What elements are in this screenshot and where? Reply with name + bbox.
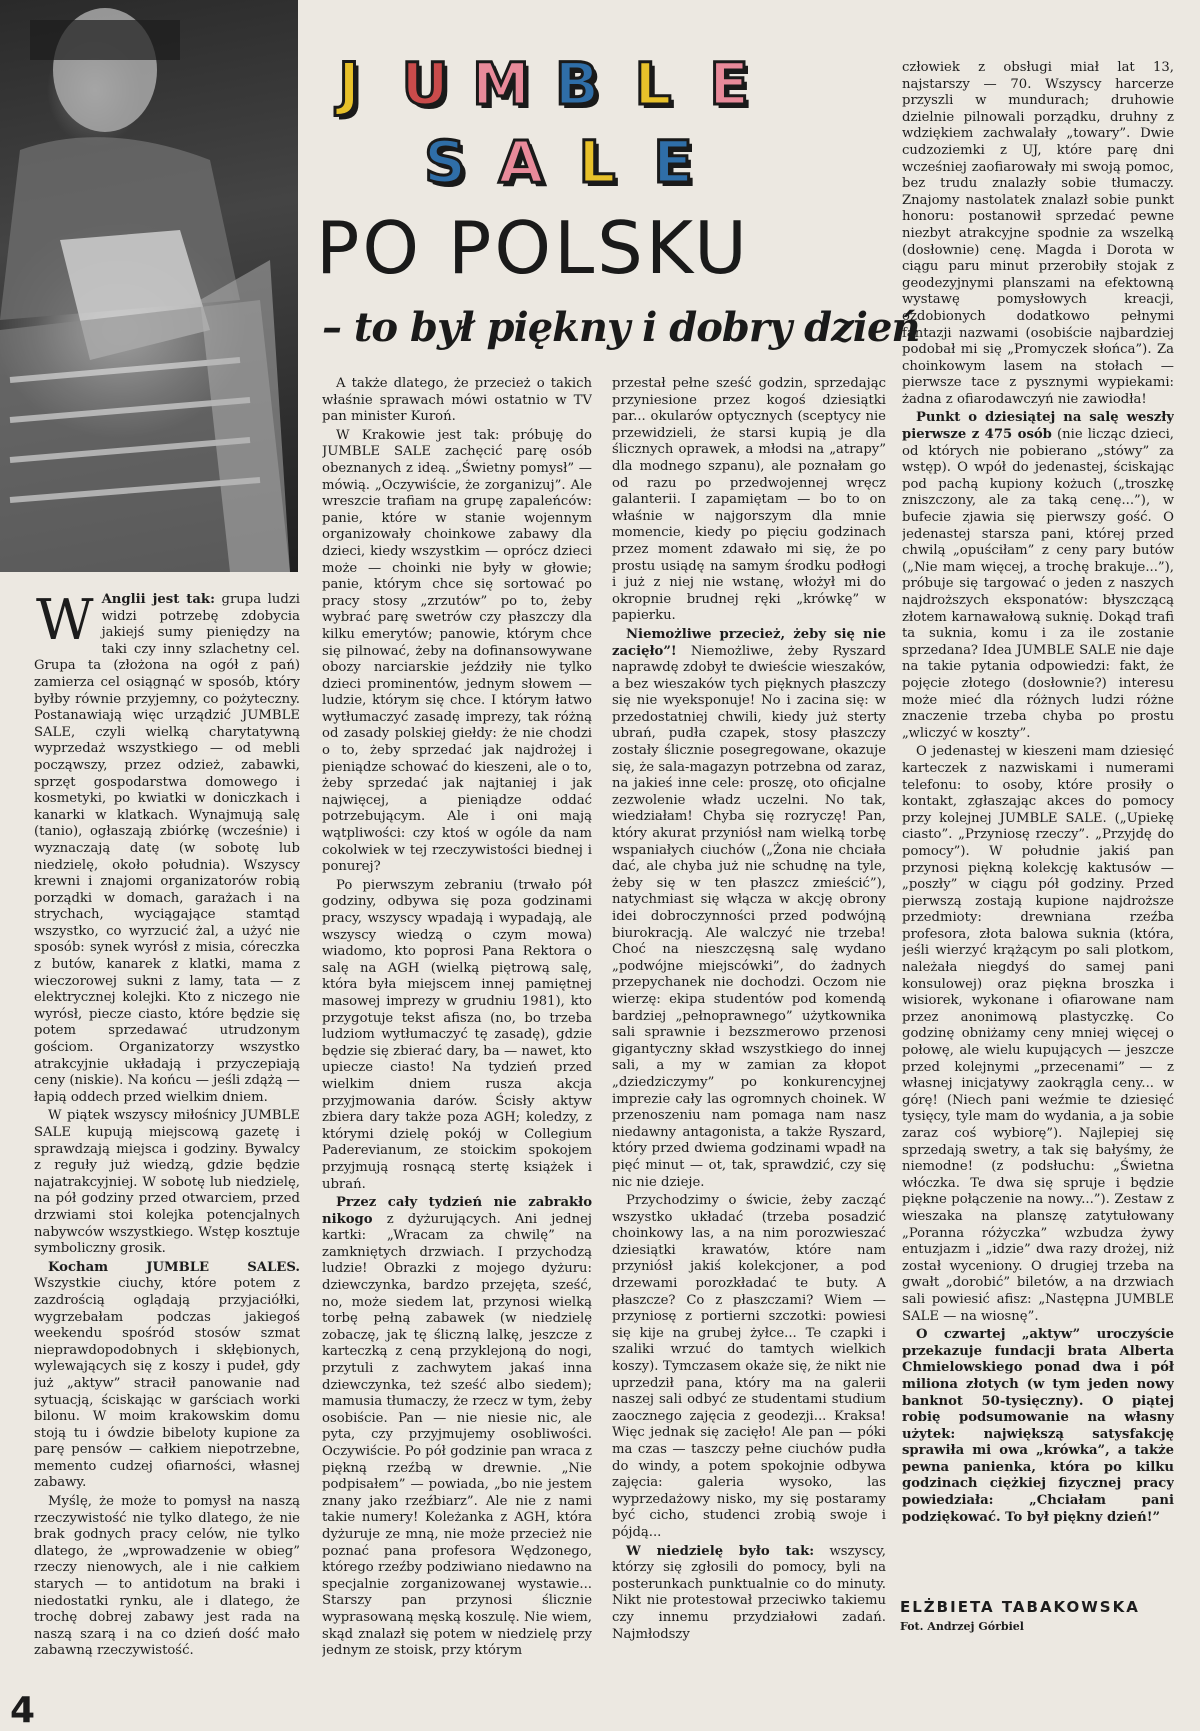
- paragraph-text: grupa ludzi widzi potrzebę zdobycia jakiejś sumy pieniędzy na taki czy inny szlachetny cel. Grupa ta (złożona na ogół z pań) zamierza cel osiągnąć w sposób, który byłby równie przyjemny, co pożyteczny. Postanawiają więc urządzić JUMBLE SALE, czyli wielką charytatywną wyprzedaż wszystkiego — od mebli począwszy, przez odzież, zabawki, sprzęt gospodarstwa domowego i kosmetyki, po kwiatki w doniczkach i kanarki w klatkach. Wynajmują salę (tanio), ogłaszają zbiórkę (wcześnie) i wyznaczają datę (w sobotę lub niedzielę, około południa). Wszyscy krewni i znajomi organizatorów robią porządki w domach, garażach i na strychach, wyciągające stamtąd wszystko, co wyrzucić żal, a użyć nie sposób: synek wyrósł z misia, córeczka z butów, kanarek z klatki, mama z wieczorowej sukni z lamy, tata — z elektrycznej kolejki. Kto z niczego nie wyrósł, piecze ciasto, które będzie się potem sprzedawać utrudzonym gościom. Organizatorzy wszystko atrakcyjnie układają i przyczepiają ceny (niskie). Na końcu — jeśli zdążą — łapią oddech przed wielkim dniem.: [34, 592, 300, 1105]
- title-letter: B: [554, 50, 600, 118]
- subhead: – to był piękny i dobry dzień: [322, 304, 920, 351]
- title-letter: E: [709, 50, 749, 118]
- jumble-letters: [318, 52, 760, 116]
- lead-in: Anglii jest tak:: [101, 592, 215, 607]
- lead-in: Niemożliwe przecież, żeby się nie zacięło”!: [612, 626, 886, 659]
- lead-in: Kocham JUMBLE SALES.: [48, 1259, 300, 1275]
- paragraph: Po pierwszym zebraniu (trwało pół godziny, odbywa się poza godzinami pracy, wszyscy wpadają i wypadają, ale wszyscy wiedzą o czym mowa) wiadomo, kto poprosi Pana Rektora o salę na AGH (wielką piętrową salę, która była miejscem innej pamiętnej masowej imprezy w grudniu 1981), kto przygotuje tekst afisza (no, bo trzeba ludziom wytłumaczyć tę zasadę), gdzie będzie się zbierać dary, ba — nawet, kto upiecze ciasto! Na tydzień przed wielkim dniem rusza akcja przyjmowania darów. Ścisły aktyw zbiera dary także poza AGH; koledzy, z którymi dzielę pokój w Collegium Paderevianum, ze stoickim spokojem przyjmują rosnącą stertę książek i ubrań.: [322, 877, 592, 1192]
- paragraph: [612, 627, 886, 1191]
- paragraph: A także dlatego, że przecież o takich właśnie sprawach mówi ostatnio w TV pan minister Kuroń.: [322, 376, 592, 425]
- column-3: [612, 376, 886, 1706]
- title-letter: M: [472, 50, 530, 118]
- paragraph: [902, 1327, 1174, 1526]
- column-2: [322, 376, 592, 1706]
- paragraph: człowiek z obsługi miał lat 13, najstarszy — 70. Wszyscy harcerze przyszli w mundurach; druhowie dzielnie pilnowali porządku, druhny z wdziękiem zachwalały „towary”. Dwie cudzoziemki z UJ, które parę dni wcześniej zaofiarowały mi swoją pomoc, bez trudu znalazły sobie tłumaczy. Znajomy nastolatek znalazł sobie punkt honoru: postanowił sprzedać pewne niezbyt atrakcyjne spodnie za wszelką (dosłownie) cenę. Magda i Dorota w ciągu paru minut przerobiły stojak z geodezyjnymi planszami na efektowną wystawę pomysłowych kreacji, ozdobionych dodatkowo pełnymi fantazji nazwami (osobiście najbardziej podobał mi się „Promyczek słońca”). Za choinkowym lasem na stołach — pierwsze tace z pysznymi wypiekami: żadna z ofiarodawczyń nie zawiodła!: [902, 60, 1174, 407]
- paragraph: [34, 592, 300, 1106]
- column-4: [902, 60, 1174, 1590]
- paragraph-text: Wszystkie ciuchy, które potem z zazdrością oglądają przyjaciółki, wygrzebałam podczas jakiegoś weekendu spośród stosów szmat nieprawdopodobnych i skłębionych, wylewających się z koszy i pudeł, gdy już „aktyw” stracił panowanie nad sytuacją, ściskając w garściach worki bilonu. W moim krakowskim domu stoją tu i ówdzie bibeloty kupione za parę pensów — całkiem niepotrzebne, memento cudzej ofiarności, własnej zabawy.: [34, 1276, 300, 1491]
- title-letter: S: [424, 128, 466, 196]
- lead-in: Przez cały tydzień nie zabrakło nikogo: [322, 1195, 592, 1227]
- lead-in: W niedzielę było tak:: [626, 1543, 815, 1559]
- title-letter: L: [578, 128, 616, 196]
- title-letter: U: [401, 50, 449, 118]
- paragraph: W piątek wszyscy miłośnicy JUMBLE SALE kupują miejscową gazetę i sprawdzają miejsca i godziny. Bywalcy z reguły już wiedzą, gdzie będzie najatrakcyjniej. W sobotę lub niedzielę, na pół godziny przed otwarciem, przed drzwiami stoi kolejka potencjalnych nabywców wszystkiego. Wstęp kosztuje symboliczny grosik.: [34, 1108, 300, 1257]
- sale-letters: [414, 130, 704, 194]
- photo-credit: Fot. Andrzej Górbiel: [900, 1620, 1024, 1633]
- paragraph: [902, 410, 1174, 742]
- paragraph: O jedenastej w kieszeni mam dziesięć karteczek z nazwiskami i numerami telefonu: to osoby, które prosiły o kontakt, zgłaszając akces do pomocy przy kolejnej JUMBLE SALE. („Upiekę ciasto”. „Przyniosę rzeczy”. „Przyjdę do pomocy”). W południe jakiś pan przynosi piękną kolekcję kaktusów — „poszły” w ciągu pół godziny. Przed pierwszą zostają kupione najdroższe przedmioty: drewniana rzeźba profesora, złota balowa suknia (która, jeśli wierzyć krążącym po sali plotkom, należała niegdyś do samej pani konsulowej) oraz piękna broszka i wisiorek, wykonane i ofiarowane nam przez anonimową plastyczkę. Co godzinę obniżamy ceny mniej więcej o połowę, ale wielu kupujących — jeszcze przed kolejnymi „przecenami” — z własnej inicjatywy zaokrągla ceny... w górę! (Niech pani weźmie te dziesięć tysięcy, tyle mam do wydania, a ja sobie zaraz coś wybiorę”). Najlepiej się sprzedają swetry, a tak się bałyśmy, że niemodne! (z podsłuchu: „Świetna włóczka. Te dwa się spruje i będzie piękne połączenie na nowy...”). Zestaw z wieszaka na planszę zatytułowany „Poranna różyczka” wzbudza żywy entuzjazm i „idzie” dwa razy drożej, niż został wyceniony. O drugiej trzeba na gwałt „dorobić” biletów, a na drzwiach sali powiesić afisz: „Następna JUMBLE SALE — na wiosnę”.: [902, 744, 1174, 1324]
- lead-in: Punkt o dziesiątej na salę weszły pierwsze z 475 osób: [902, 410, 1174, 443]
- paragraph-text: wszyscy, którzy się zgłosili do pomocy, byli na posterunkach punktualnie co do minuty. Nikt nie protestował przeciwko takiemu czy innemu przydziałowi zadań. Najmłodszy: [612, 1543, 886, 1642]
- page-number: 4: [10, 1690, 36, 1731]
- paragraph: [34, 1260, 300, 1492]
- column-1: [34, 592, 300, 1682]
- paragraph-text: (nie licząc dzieci, od których nie pobierano „stówy” za wstęp). O wpół do jedenastej, ściskając pod pachą kupiony kożuch („troszkę zniszczony, ale za taką cenę...”), w bufecie zjawia się pierwszy gość. O jedenastej starsza pani, której przed chwilą „opuściłam” z ceny pary butów („Nie mam więcej, a trochę brakuje...”), próbuje się targować o jeden z naszych najdroższych eksponatów: błyszczącą złotem karnawałową suknię. Dokąd trafi ta suknia, komu i za ile zostanie sprzedana? Idea JUMBLE SALE nie daje na takie pytania odpowiedzi: fakt, że pojęcie złotego (dosłownie?) interesu może mieć dla różnych ludzi różne znaczenie trzeba chyba po prostu „wliczyć w koszty”.: [902, 427, 1174, 741]
- paragraph: przestał pełne sześć godzin, sprzedając przyniesione przez kogoś dziesiątki par... okularów optycznych (sceptycy nie przewidzieli, że starsi kupią je dla ślicznych oprawek, a młodsi na „atrapy” dla modnego szpanu), ale poznałam go od razu po przedwojennej wręcz galanterii. I zapamiętam — bo to on właśnie w najgorszym dla mnie momencie, kiedy po pięciu godzinach przez moment zdawało mi się, że po prostu usiądę na samym środku podłogi i już z niej nie wstanę, włożył mi do okropnie brudnej ręki „krówkę” w papierku.: [612, 376, 886, 624]
- title-letter: A: [498, 128, 544, 196]
- photo-woman-with-books: [0, 0, 298, 572]
- paragraph: Przychodzimy o świcie, żeby zacząć wszystko układać (trzeba posadzić choinkowy las, a na nim porozwieszać dziesiątki krawatów, które nam przyniósł jakiś kolekcjoner, a pod drzewami porozkładać te buty. A płaszcze? Co z płaszczami? Wiem — przyniosę z portierni szczotki: powiesi się kije na grubej żyłce... Te czapki i szaliki wrzuć do tamtych wielkich koszy). Tymczasem okaże się, że nikt nie uprzedził pana, który ma na galerii naszej sali odbyć ze studentami studium zaocznego zajęcia z geodezji... Kraksa! Więc jednak się zacięło! Ale pan — póki ma czas — taszczy pełne ciuchów pudła do windy, a potem spokojnie odbywa zajęcia: galeria wysoko, las wyprzedażowy nisko, my się postaramy być cicho, studenci zrobią swoje i pójdą...: [612, 1193, 886, 1540]
- paragraph: Myślę, że może to pomysł na naszą rzeczywistość nie tylko dlatego, że nie brak godnych pracy celów, nie tylko dlatego, że „wprowadzenie w obieg” rzeczy nienowych, ale i nie całkiem starych — to antidotum na braki i niedostatki rynku, ale i dlatego, że trochę dobrej zabawy jest rada na naszą szarą i na co dzień dość mało zabawną rzeczywistość.: [34, 1494, 300, 1659]
- drop-cap: W: [36, 592, 94, 653]
- closing-bold-text: O czwartej „aktyw” uroczyście przekazuje fundacji brata Alberta Chmielowskiego ponad dwa i pół miliona złotych (w tym jeden nowy banknot 50-tysięczny). O piątej robię podsumowanie na własny użytek: największą satysfakcję sprawiła mi owa „krówka”, a także pewna panienka, która po kilku godzinach ciężkiej fizycznej pracy powiedziała: „Chciałam pani podziękować. To był piękny dzień!”: [902, 1327, 1174, 1525]
- paragraph: W Krakowie jest tak: próbuję do JUMBLE SALE zachęcić parę osób obeznanych z ideą. „Świetny pomysł” — mówią. „Oczywiście, że zorganizuj”. Ale wreszcie trafiam na grupę zapaleńców: panie, które w stanie wojennym organizowały choinkowe zabawy dla dzieci, kiedy wszystkim — oprócz dzieci może — choinki nie były w głowie; panie, którym chce się sortować po pracy stosy „zrzutów” po to, żeby wybrać parę swetrów czy płaszczy dla kilku emerytów; panowie, którym chce się pilnować, żeby na dofinansowywane obozy narciarskie jeździły nie tylko dzieci prominentów, jednym słowem — ludzie, którym się chce. I którym łatwo wytłumaczyć zasadę imprezy, tak różną od zasady polskiej giełdy: że nie chodzi o to, żeby sprzedać jak najdrożej i pieniądze schować do kieszeni, ale o to, żeby sprzedać jak najtaniej i jak najwięcej, a pieniądze oddać potrzebującym. Ale i oni mają wątpliwości: czy ktoś w ogóle da nam cokolwiek w tej rzeczywistości biednej i ponurej?: [322, 427, 592, 875]
- photo-illustration: [0, 0, 298, 572]
- paragraph-text: Niemożliwe, żeby Ryszard naprawdę zdobył te dwieście wieszaków, a bez wieszaków tych pięknych płaszczy się nie wyeksponuje! No i zacina się: w przedostatniej chwili, kiedy już sterty ubrań, pudła czapek, stosy płaszczy zostały ślicznie posegregowane, okazuje się, że sala-magazyn potrzebna od zaraz, na jakieś inne cele: proszę, oto oficjalne zezwolenie władz uczelni. No tak, wiedziałam! Chyba się rozryczę! Pan, który akurat przyniósł nam wielką torbę wspaniałych ciuchów („Żona nie chciała dać, ale chyba już nie schudnę na tyle, żeby się w ten płaszcz zmieścić”), natychmiast się włącza w akcję obrony idei dobroczynności przed podwójną biurokracją. Ale walczyć nie trzeba! Choć na nieszczęsną salę wydano „podwójne miejscówki”, do żadnych przepychanek nie dochodzi. Oczom nie wierzę: ekipa studentów pod komendą bardziej „pełnoprawnego” użytkownika sali sprawnie i bezszmerowo przenosi gigantyczny skład wszystkiego do innej sali, a my w zamian za kłopot „dziedziczymy” po konkurencyjnej imprezie cały las ogromnych choinek. W przenoszeniu nam pomaga nam nasz niedawny antagonista, a także Ryszard, który przed dwiema godzinami wpadł na pięć minut — ot, tak, sprawdzić, czy się nic nie dzieje.: [612, 643, 886, 1190]
- author-byline: ELŻBIETA TABAKOWSKA: [900, 1598, 1140, 1616]
- paragraph-text: z dyżurujących. Ani jednej kartki: „Wracam za chwilę” na zamkniętych drzwiach. I przychodzą ludzie! Obrazki z mojego dyżuru: dziewczynka, bardzo przejęta, sześć, no, może siedem lat, przynosi wielką torbę pełną zabawek (w niedzielę zobaczę, jak tę śliczną lalkę, jeszcze z karteczką z ceną przyklejoną do nogi, przytuli z zachwytem jakaś inna dziewczynka, też sześć albo siedem); mamusia tłumaczy, że rzecz w tym, żeby osobiście. Pan — nie niesie nic, ale pyta, czy przyjmujemy osobliwości. Oczywiście. Po pół godzinie pan wraca z piękną rzeźbą w drewnie. „Nie podpisałem” — powiada, „bo nie jestem znany jako rzeźbiarz”. Ale nie z nami takie numery! Koleżanka z AGH, która dyżuruje ze mną, nie może przecież nie poznać pana profesora Wędzonego, którego rzeźby podziwiano niedawno na specjalnie zorganizowanej wystawie... Starszy pan przynosi ślicznie wyprasowaną męską koszulę. Nie wiem, skąd znalazł się potem w niedzielę przy jednym ze stoisk, przy którym: [322, 1211, 592, 1659]
- title-letter: L: [634, 50, 672, 118]
- paragraph: [612, 1544, 886, 1644]
- title-letter: E: [653, 128, 693, 196]
- headline: PO POLSKU: [316, 206, 750, 290]
- paragraph: [322, 1195, 592, 1660]
- title-letter: J: [338, 50, 360, 118]
